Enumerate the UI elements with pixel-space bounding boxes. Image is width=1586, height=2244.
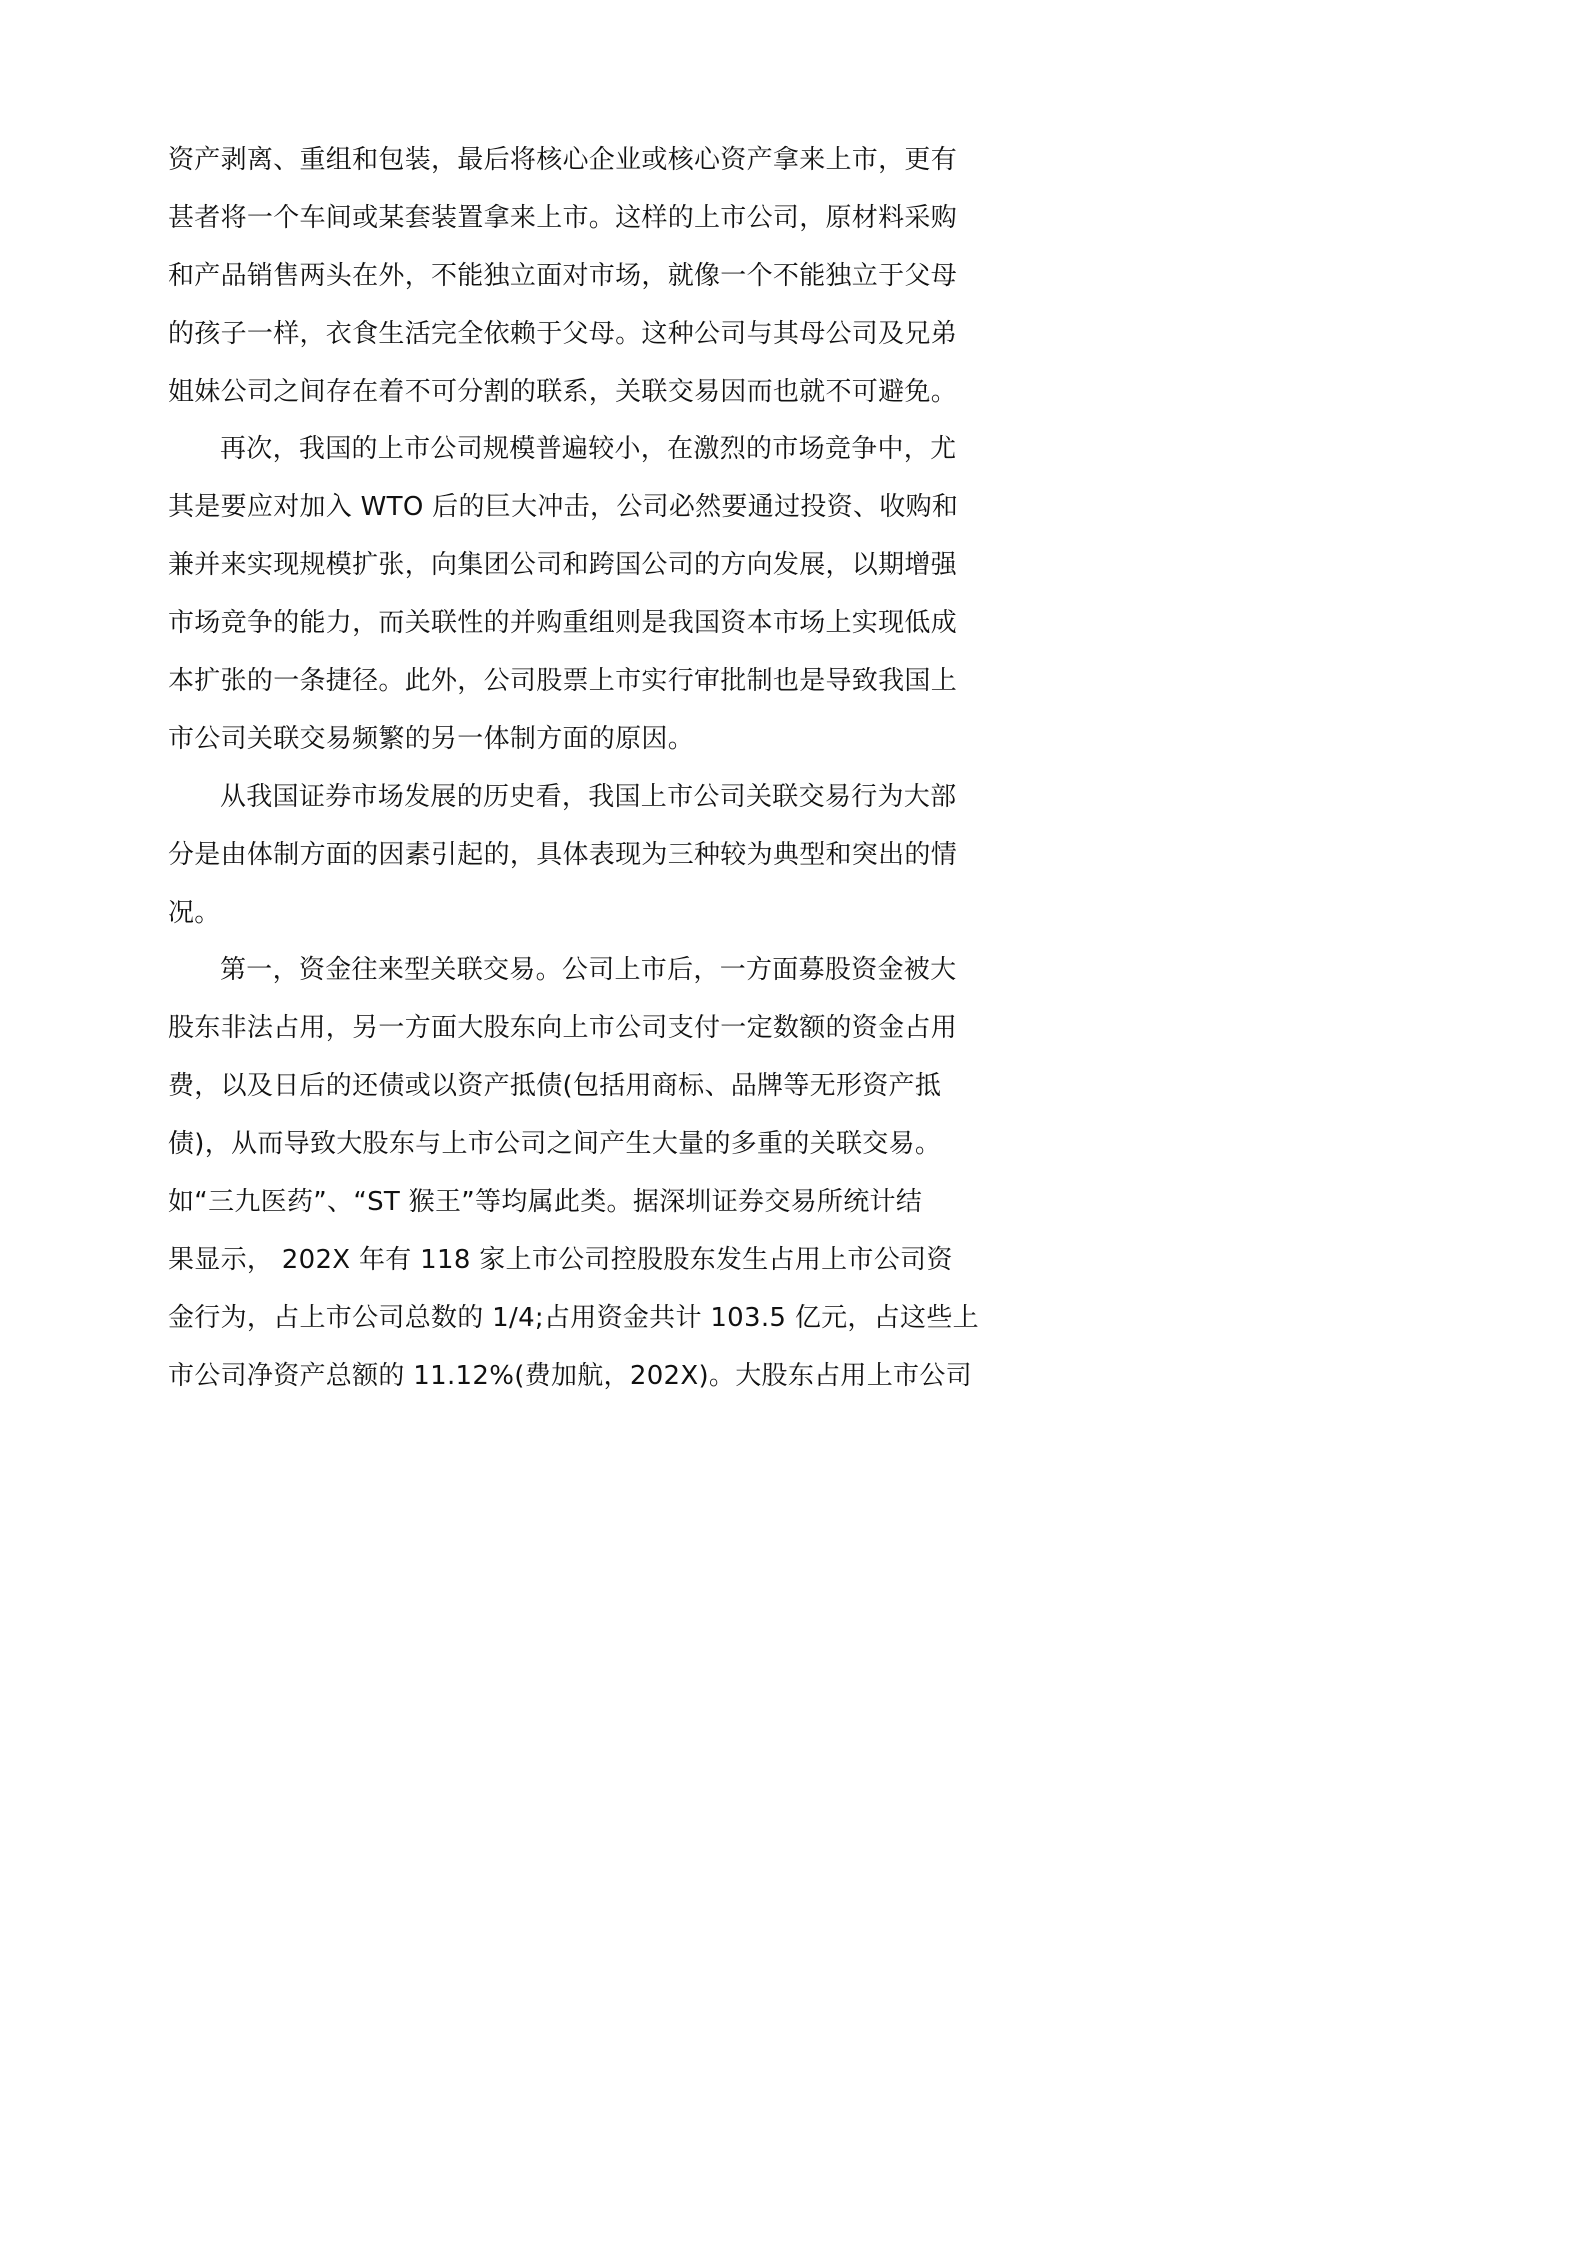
text-line: 分是由体制方面的因素引起的，具体表现为三种较为典型和突出的情 [168,839,958,870]
paragraph-1 [168,132,958,421]
text-line: 第一，资金往来型关联交易。公司上市后，一方面募股资金被大 [220,955,957,986]
text-line: 如“三九医药”、“ST 猴王”等均属此类。据深圳证券交易所统计结 [168,1187,923,1218]
paragraph-2 [168,421,959,768]
text-line: 市场竞争的能力，而关联性的并购重组则是我国资本市场上实现低成 [168,608,958,639]
text-line: 本扩张的一条捷径。此外，公司股票上市实行审批制也是导致我国上 [168,666,958,697]
document-body [168,132,979,1406]
text-line: 从我国证券市场发展的历史看，我国上市公司关联交易行为大部 [220,781,957,812]
text-line: 股东非法占用，另一方面大股东向上市公司支付一定数额的资金占用 [168,1013,958,1044]
text-line: 的孩子一样，衣食生活完全依赖于父母。这种公司与其母公司及兄弟 [168,318,958,349]
paragraph-4 [168,942,979,1405]
text-line: 债)，从而导致大股东与上市公司之间产生大量的多重的关联交易。 [168,1129,942,1160]
paragraph-3 [168,769,958,943]
text-line: 姐妹公司之间存在着不可分割的联系，关联交易因而也就不可避免。 [168,376,958,407]
text-line: 甚者将一个车间或某套装置拿来上市。这样的上市公司，原材料采购 [168,202,958,233]
text-line: 况。 [168,897,221,928]
text-line: 市公司关联交易频繁的另一体制方面的原因。 [168,723,695,754]
text-line: 再次，我国的上市公司规模普遍较小，在激烈的市场竞争中，尤 [220,434,957,465]
text-line: 和产品销售两头在外，不能独立面对市场，就像一个不能独立于父母 [168,260,958,291]
text-line: 兼并来实现规模扩张，向集团公司和跨国公司的方向发展，以期增强 [168,550,958,581]
text-line: 费，以及日后的还债或以资产抵债(包括用商标、品牌等无形资产抵 [168,1071,942,1102]
text-line: 金行为，占上市公司总数的 1/4;占用资金共计 103.5 亿元，占这些上 [168,1302,979,1333]
text-line: 果显示， 202X 年有 118 家上市公司控股股东发生占用上市公司资 [168,1244,953,1275]
text-line: 市公司净资产总额的 11.12%(费加航，202X)。大股东占用上市公司 [168,1360,972,1391]
document-page [0,0,1102,1559]
text-line: 资产剥离、重组和包装，最后将核心企业或核心资产拿来上市，更有 [168,145,958,175]
text-line: 其是要应对加入 WTO 后的巨大冲击，公司必然要通过投资、收购和 [168,492,959,523]
